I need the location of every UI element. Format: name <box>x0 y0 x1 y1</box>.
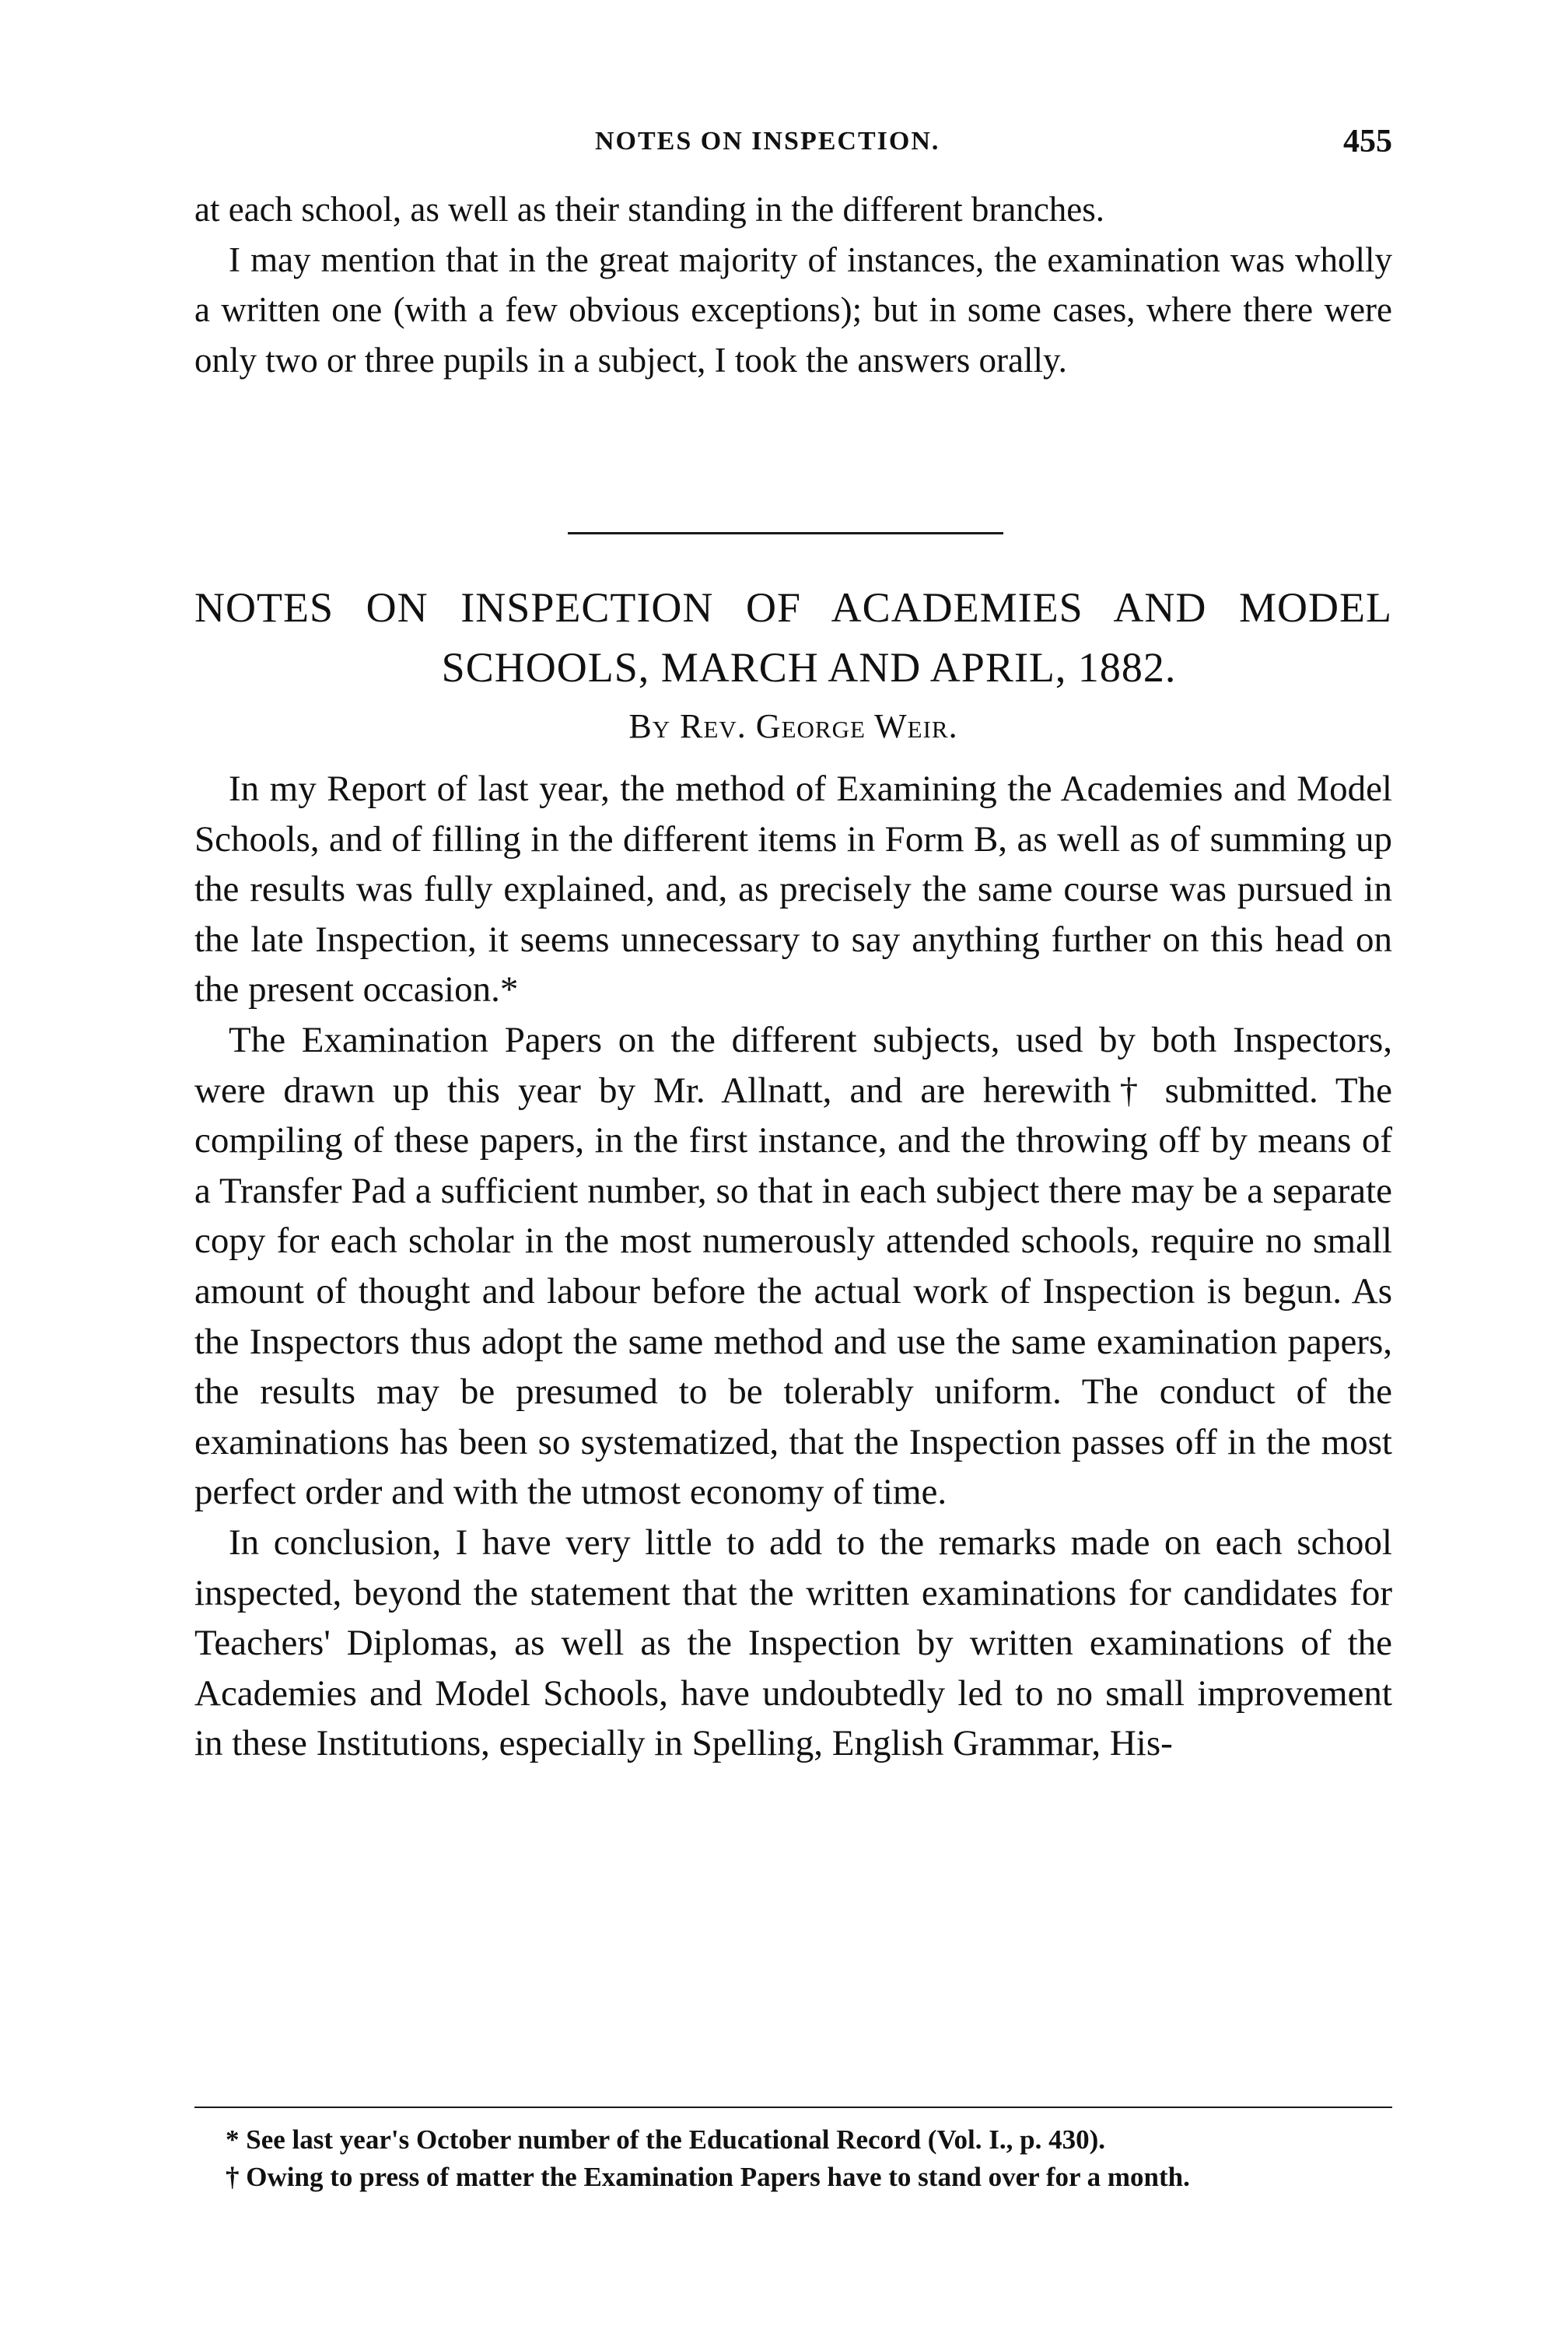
footnote-divider <box>194 2107 1392 2108</box>
page-number: 455 <box>1343 124 1392 159</box>
article-body <box>194 764 1392 1769</box>
section-divider <box>568 532 1003 534</box>
footnotes <box>194 2124 1392 2198</box>
intro-text <box>194 184 1392 385</box>
intro-paragraph-2: I may mention that in the great majority of instances, the examination was wholly a written one (with a few obvious exceptions); but in some cases, where there were only two or three pupils in a subject, I took the answers orally. <box>194 240 1392 380</box>
footnote-1: * See last year's October number of the Educational Record (Vol. I., p. 430). <box>226 2124 1105 2155</box>
body-paragraph-1: In my Report of last year, the method of Examining the Academies and Model Schools, and of filling in the different items in Form B, as well as of summing up the results was fully explained, and, as precisely the same course was pursued in the late Inspection, it seems unnecessary to say anything further on this head on the present occasion.* <box>194 769 1392 1010</box>
article-title-line-2: SCHOOLS, MARCH AND APRIL, 1882. <box>441 644 1177 691</box>
article-title-line-1: NOTES ON INSPECTION OF ACADEMIES AND MODEL <box>194 584 1392 631</box>
article-byline: By Rev. George Weir. <box>628 707 958 745</box>
intro-paragraph-1: at each school, as well as their standing in the different branches. <box>194 190 1105 229</box>
running-title: NOTES ON INSPECTION. <box>595 127 940 156</box>
body-paragraph-3: In conclusion, I have very little to add to the remarks made on each school inspected, beyond the statement that the written examinations for candidates for Teachers' Diplomas, as well as the Inspection by written examinations of the Academies and Model Schools, have undoubtedly led to no small improvement in these Institutions, especially in Spelling, English Grammar, His- <box>194 1522 1392 1764</box>
footnote-2: † Owing to press of matter the Examination Papers have to stand over for a month. <box>226 2162 1190 2192</box>
running-head <box>194 118 1392 165</box>
body-paragraph-2: The Examination Papers on the different subjects, used by both Inspectors, were drawn up this year by Mr. Allnatt, and are herewith† submitted. The compiling of these papers, in the first instance, and the throwing off by means of a Transfer Pad a sufficient number, so that in each subject there may be a separate copy for each scholar in the most numerously attended schools, require no small amount of thought and labour before the actual work of Inspection is begun. As the Inspectors thus adopt the same method and use the same examination papers, the results may be presumed to be tolerably uniform. The conduct of the examinations has been so systematized, that the Inspection passes off in the most perfect order and with the utmost economy of time. <box>194 1019 1392 1513</box>
